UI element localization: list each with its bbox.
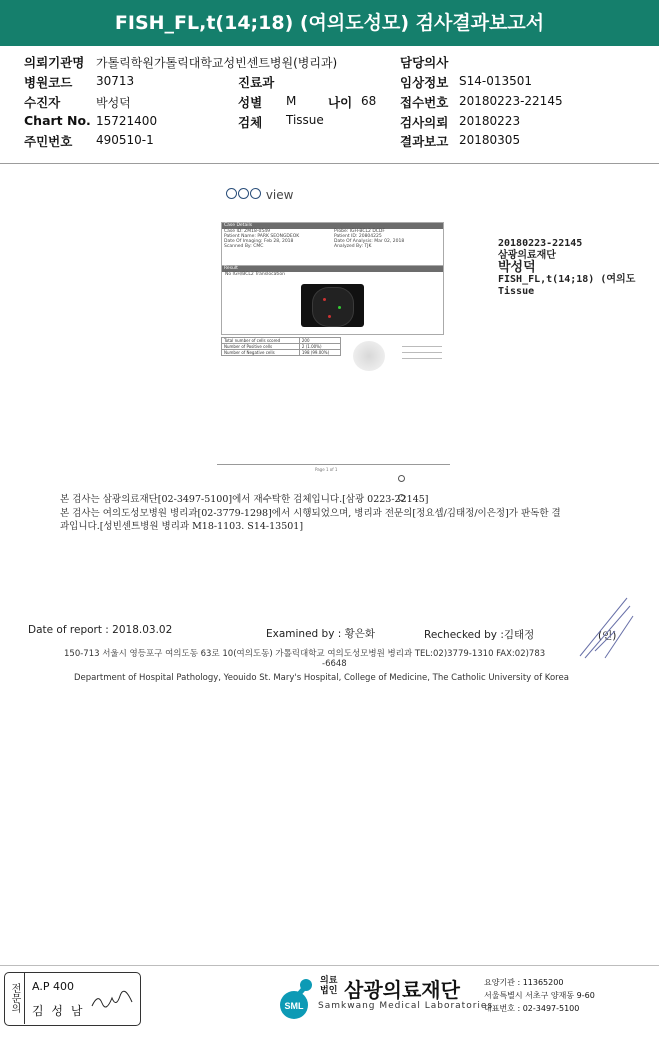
chart-no-value: 15721400 — [96, 114, 158, 128]
legal-status — [320, 976, 337, 996]
table-cell: Total number of cells scored — [222, 338, 300, 344]
divider — [0, 163, 659, 164]
note-line: 과입니다.[성빈센트병원 병리과 M18-1103. S14-13501] — [60, 521, 304, 532]
care-code: 요양기관 : 11365200 — [484, 978, 564, 987]
bioview-small-logo — [398, 467, 410, 477]
table-row — [222, 350, 341, 356]
case-details-box — [221, 222, 444, 269]
specimen-label-sticker — [498, 238, 635, 298]
requester-value: 가톨릭학원가톨릭대학교성빈센트병원(병리과) — [96, 56, 338, 70]
sticker-org: 삼광의료재단 — [498, 250, 556, 261]
request-date-label: 검사의뢰 — [400, 115, 449, 130]
department-line: Department of Hospital Pathology, Yeouido St. Mary's Hospital, College of Medicine, The Catholic University of Korea — [74, 673, 569, 683]
faded-marks — [402, 343, 442, 359]
rechecked-by: Rechecked by :김태정 — [424, 629, 535, 641]
signature-scribble — [575, 596, 635, 666]
specimen-value: Tissue — [286, 113, 324, 127]
report-date-value: 20180305 — [459, 133, 521, 147]
address-line-cont: -6648 — [322, 659, 347, 669]
dept-label: 진료과 — [238, 75, 275, 90]
sex-label: 성별 — [238, 95, 263, 110]
sticker-specimen: Tissue — [498, 286, 535, 297]
faded-stamp — [353, 341, 385, 371]
table-cell: 2 (1.00%) — [299, 344, 340, 350]
age-value: 68 — [361, 94, 377, 108]
case-row: Scanned By: CMC — [224, 244, 264, 249]
signal-dot-icon — [338, 306, 341, 309]
cell-count-table — [221, 337, 341, 356]
patient-value: 박성덕 — [96, 96, 131, 110]
table-cell: Number of Negative cells — [222, 350, 300, 356]
case-details-header: Case Details — [222, 223, 443, 229]
org-english-name: Samkwang Medical Laboratories — [318, 1001, 494, 1011]
table-cell: 198 (99.00%) — [299, 350, 340, 356]
consignment-note — [60, 493, 620, 534]
id-value: 490510-1 — [96, 133, 154, 147]
seal-mark: (인) — [598, 630, 617, 642]
case-row: Probe: IGH-BCL2 DCDF — [334, 229, 385, 234]
footer-divider — [0, 965, 659, 966]
logo-circle-icon — [238, 188, 249, 199]
result-header: Result — [222, 266, 443, 272]
logo-circle-icon — [226, 188, 237, 199]
patient-label: 수진자 — [24, 95, 61, 110]
page-rule — [217, 464, 450, 465]
case-row: Case ID: ZM18-0549 — [224, 229, 270, 234]
specialist-side-label: 전문의 — [4, 972, 25, 1024]
sml-logo-icon — [268, 975, 316, 1023]
report-date-label: 결과보고 — [400, 134, 449, 149]
request-date-value: 20180223 — [459, 114, 521, 128]
date-of-report: Date of report : 2018.03.02 — [28, 624, 173, 636]
org-address: 서울특별시 서초구 양재동 9-60 — [484, 991, 595, 1000]
receipt-value: 20180223-22145 — [459, 94, 563, 108]
examined-by: Examined by : 황은화 — [266, 628, 376, 640]
patient-info-section — [0, 46, 659, 164]
report-title: FISH_FL,t(14;18) (여의도성모) 검사결과보고서 — [0, 0, 659, 46]
doctor-label: 담당의사 — [400, 55, 449, 70]
specimen-label: 검체 — [238, 115, 263, 130]
page-number: Page 1 of 1 — [315, 467, 338, 472]
sticker-patient: 박성덕 — [498, 260, 536, 275]
signal-dot-icon — [328, 315, 331, 318]
sex-value: M — [286, 94, 297, 108]
case-row: Patient Name: PARK SEONGDEOK — [224, 234, 300, 239]
signal-dot-icon — [323, 298, 326, 301]
receipt-label: 접수번호 — [400, 95, 449, 110]
requester-label: 의뢰기관명 — [24, 55, 85, 70]
chart-no-label: Chart No. — [24, 113, 91, 128]
clinical-info-label: 임상정보 — [400, 75, 449, 90]
table-cell: Number of Positive cells — [222, 344, 300, 350]
ap-number: A.P 400 — [32, 980, 74, 993]
hospital-code-label: 병원코드 — [24, 75, 73, 90]
org-phone: 대표번호 : 02-3497-5100 — [484, 1004, 580, 1013]
specialist-name: 김 성 남 — [32, 1004, 85, 1018]
sticker-receipt: 20180223-22145 — [498, 238, 583, 249]
address-line: 150-713 서울시 영등포구 여의도동 63로 10(여의도동) 가톨릭대학교 여의도성모병원 병리과 TEL:02)3779-1310 FAX:02)783 — [64, 649, 546, 659]
table-cell: 200 — [299, 338, 340, 344]
case-row: Date Of Analysis: Mar 02, 2018 — [334, 239, 405, 244]
age-label: 나이 — [328, 95, 353, 110]
specialist-signature — [90, 988, 135, 1013]
case-row: Analyzed By: TJK — [334, 244, 372, 249]
legal-label: 의료 — [320, 976, 338, 986]
result-text: No IGH/BCL2 Translocation — [225, 272, 285, 277]
hospital-code-value: 30713 — [96, 74, 135, 88]
sml-logo-text: SML — [284, 1001, 304, 1011]
logo-circle-icon — [250, 188, 261, 199]
org-name: 삼광의료재단 — [344, 978, 460, 1002]
logo-text: view — [265, 188, 294, 202]
clinical-info-value: S14-013501 — [459, 74, 533, 88]
bioview-logo — [226, 188, 293, 202]
org-contact — [484, 976, 595, 1015]
note-line: 본 검사는 삼광의료재단[02-3497-5100]에서 재수탁한 검체입니다.[삼광 0223-22145] — [60, 494, 429, 505]
note-line: 본 검사는 여의도성모병원 병리과[02-3779-1298]에서 시행되었으며, 병리과 전문의[정요셉/김태정/이은정]가 판독한 결 — [60, 507, 561, 519]
legal-label: 법인 — [320, 986, 338, 996]
case-row: Date Of Imaging: Feb 28, 2018 — [224, 239, 294, 244]
case-row: Patient ID: 20804225 — [334, 234, 382, 239]
cell-nucleus-image — [312, 287, 354, 327]
sticker-test: FISH_FL,t(14;18) (여의도 — [498, 274, 636, 285]
id-label: 주민번호 — [24, 134, 73, 149]
